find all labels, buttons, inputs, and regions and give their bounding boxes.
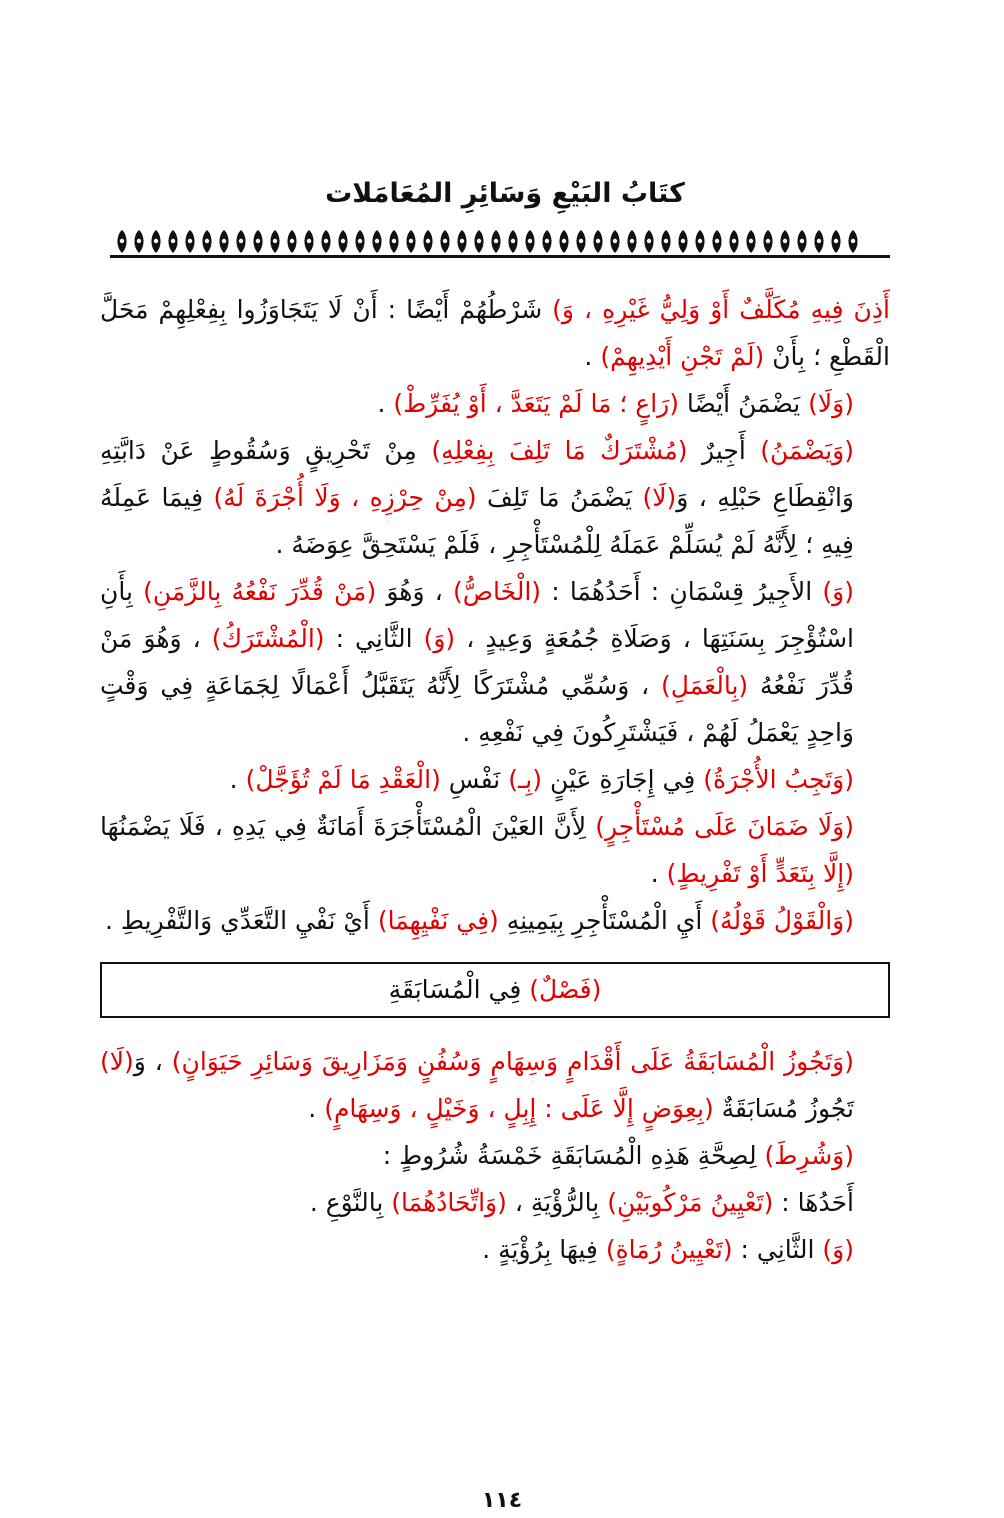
ornament-motif xyxy=(508,230,517,253)
commentary-text: الثَّانِي : xyxy=(732,1235,823,1264)
rubric-text: (تَعْيِينُ رُمَاةٍ) xyxy=(605,1235,733,1264)
rubric-text: (وَتَجِبُ الأُجْرَةُ) xyxy=(703,765,854,794)
commentary-text: ، وَهُوَ مَنْ قُدِّرَ نَفْعُهُ xyxy=(100,624,854,700)
commentary-text: شَرْطُهُمْ أَيْضًا : أَنْ لَا يَتَجَاوَزُوا بِفِعْلِهِمْ مَحَلَّ الْقَطْعِ ؛ بِأَنْ xyxy=(100,295,890,371)
ornament-motif xyxy=(372,230,381,253)
ornament-motif xyxy=(202,230,211,253)
ornament-motif xyxy=(287,230,296,253)
rubric-text: (إِلَّا بِتَعَدٍّ أَوْ تَفْرِيطٍ) xyxy=(666,859,854,888)
ornament-motif xyxy=(542,230,551,253)
commentary-text: . xyxy=(308,1094,325,1123)
ornament-motif xyxy=(321,230,330,253)
rubric-text: (بِـ) xyxy=(508,765,542,794)
ornament-motif xyxy=(831,230,840,253)
rubric-text: أَذِنَ فِيهِ مُكَلَّفٌ أَوْ وَلِيُّ غَيْرِهِ ، وَ) xyxy=(552,295,890,324)
ornament-motif xyxy=(440,230,449,253)
ornament-motif xyxy=(355,230,364,253)
ornament-motif xyxy=(525,230,534,253)
commentary-text: . xyxy=(650,859,667,888)
paragraph xyxy=(100,1132,890,1179)
commentary-text: لِصِحَّةِ هَذِهِ الْمُسَابَقَةِ خَمْسَةُ شُرُوطٍ : xyxy=(382,1141,765,1170)
ornament-motif xyxy=(491,230,500,253)
ornament-motif xyxy=(763,230,772,253)
running-head: كتَابُ البَيْعِ وَسَائِرِ المُعَامَلات xyxy=(325,178,685,209)
ornament-motif xyxy=(474,230,483,253)
commentary-text: الثَّانِي : xyxy=(324,624,424,653)
rubric-text: (مَنْ قُدِّرَ نَفْعُهُ بِالزَّمَنِ) xyxy=(143,577,377,606)
paragraphs-before-section xyxy=(100,286,890,944)
rubric-text: (رَاعٍ ؛ مَا لَمْ يَتَعَدَّ ، أَوْ يُفَرِّطْ) xyxy=(393,389,679,418)
commentary-text: . xyxy=(584,342,601,371)
rubric-text: (وَاتِّحَادُهُمَا) xyxy=(391,1188,507,1217)
commentary-text: أَيْ نَفْيِ التَّعَدِّي وَالتَّفْرِيطِ . xyxy=(105,906,378,935)
ornament-motif xyxy=(797,230,806,253)
rubric-text: (مُشْتَرَكٌ مَا تَلِفَ بِفِعْلِهِ) xyxy=(431,436,688,465)
ornament-motif xyxy=(780,230,789,253)
commentary-text: ، وَهُوَ xyxy=(376,577,453,606)
ornament-motif xyxy=(695,230,704,253)
paragraph xyxy=(100,568,890,756)
rubric-text: (وَالْقَوْلُ قَوْلُهُ) xyxy=(710,906,854,935)
ornament-motif xyxy=(576,230,585,253)
ornament-motif xyxy=(168,230,177,253)
ornamental-border-icon xyxy=(110,226,890,260)
ornament-motif xyxy=(814,230,823,253)
rubric-text: (وَ) xyxy=(822,1235,854,1264)
ornament-motif xyxy=(559,230,568,253)
ornament-motif xyxy=(712,230,721,253)
rubric-text: (وَتَجُوزُ الْمُسَابَقَةُ عَلَى أَقْدَامٍ وَسِهَامٍ وَسُفُنٍ وَمَزَارِيقَ وَسَائِرِ حَيَوَانٍ) xyxy=(171,1047,854,1076)
ornament-motif xyxy=(644,230,653,253)
commentary-text: أَيِ الْمُسْتَأْجِرِ بِيَمِينِهِ xyxy=(498,906,711,935)
commentary-text: بِالنَّوْعِ . xyxy=(309,1188,392,1217)
rubric-text: (وَشُرِطَ) xyxy=(764,1141,854,1170)
ornament-motif xyxy=(236,230,245,253)
ornament-motif xyxy=(423,230,432,253)
section-heading-text: فِي الْمُسَابَقَةِ xyxy=(388,975,530,1004)
ornament-motif xyxy=(661,230,670,253)
rubric-text: (وَ) xyxy=(423,624,456,653)
rubric-text: (وَلَا ضَمَانَ عَلَى مُسْتَأْجِرٍ) xyxy=(595,812,854,841)
ornament-motif xyxy=(729,230,738,253)
rubric-text: (تَعْيِينُ مَرْكُوبَيْنِ) xyxy=(607,1188,774,1217)
rubric-text: (الْخَاصُّ) xyxy=(452,577,542,606)
paragraph xyxy=(100,1179,890,1226)
page-number: ١١٤ xyxy=(481,1488,523,1513)
paragraph xyxy=(100,380,890,427)
paragraph xyxy=(100,756,890,803)
ornament-motif xyxy=(151,230,160,253)
rubric-text: (لَا) xyxy=(100,1047,134,1076)
commentary-text: الأَجِيرُ قِسْمَانِ : أَحَدُهُمَا : xyxy=(541,577,823,606)
ornament-motif xyxy=(219,230,228,253)
rubric-text: (الْعَقْدِ مَا لَمْ تُؤَجَّلْ) xyxy=(245,765,441,794)
commentary-text: يَضْمَنُ أَيْضًا xyxy=(678,389,809,418)
commentary-text: أَحَدُهَا : xyxy=(773,1188,854,1217)
ornament-motif xyxy=(848,230,857,253)
ornament-motif xyxy=(389,230,398,253)
commentary-text: مِنْ تَحْرِيقٍ وَسُقُوطٍ عَنْ دَابَّتِهِ وَانْقِطَاعِ حَبْلِهِ ، وَ xyxy=(100,436,854,512)
commentary-text: نَفْسِ xyxy=(440,765,509,794)
paragraphs-after-section xyxy=(100,1038,890,1273)
commentary-text: فِي إِجَارَةِ عَيْنٍ xyxy=(542,765,704,794)
commentary-text: فِيمَا عَمِلَهُ فِيهِ ؛ لِأَنَّهُ لَمْ يُسَلِّمْ عَمَلَهُ لِلْمُسْتَأْجِرِ ، فَلَمْ يَسْتَحِقَّ عِوَضَهُ . xyxy=(100,483,854,559)
ornament-motif xyxy=(117,230,126,253)
commentary-text: لِأَنَّ العَيْنَ الْمُسْتَأْجَرَةَ أَمَانَةٌ فِي يَدِهِ ، فَلَا يَضْمَنُهَا xyxy=(100,812,596,841)
commentary-text: . xyxy=(229,765,246,794)
ornament-motif xyxy=(457,230,466,253)
rubric-text: (لَا) xyxy=(642,483,677,512)
ornament-motif xyxy=(270,230,279,253)
ornament-motif xyxy=(134,230,143,253)
paragraph xyxy=(100,427,890,568)
rubric-text: (وَلَا) xyxy=(808,389,854,418)
paragraph xyxy=(100,1226,890,1273)
ornament-baseline xyxy=(110,255,890,258)
commentary-text: فِيهَا بِرُؤْيَةٍ . xyxy=(482,1235,606,1264)
section-heading-box xyxy=(100,962,890,1018)
commentary-text: . xyxy=(377,389,394,418)
ornament-motif xyxy=(253,230,262,253)
ornament-motif xyxy=(627,230,636,253)
commentary-text: تَجُوزُ مُسَابَقَةٌ xyxy=(713,1094,854,1123)
commentary-text: بِأَنِ اسْتُؤْجِرَ بِسَنَتِهَا ، وَصَلَاةِ جُمُعَةٍ وَعِيدٍ ، xyxy=(100,577,854,653)
commentary-text: بِالرُّؤْيَةِ ، xyxy=(506,1188,608,1217)
paragraph xyxy=(100,286,890,380)
rubric-text: (بِالْعَمَلِ) xyxy=(661,671,749,700)
ornament-motif xyxy=(610,230,619,253)
ornament-motif xyxy=(678,230,687,253)
ornament-motif xyxy=(746,230,755,253)
commentary-text: أَجِيرٌ xyxy=(687,436,761,465)
ornament-motif xyxy=(304,230,313,253)
ornament-motif xyxy=(406,230,415,253)
rubric-text: (مِنْ حِرْزِهِ ، وَلَا أُجْرَةَ لَهُ) xyxy=(213,483,477,512)
commentary-text: ، وَسُمِّي مُشْتَرَكًا لِأَنَّهُ يَتَقَبَّلُ أَعْمَالًا لِجَمَاعَةٍ فِي وَقْتٍ وَاحِدٍ يَعْمَلُ لَهُمْ ، فَيَشْتَرِكُونَ فِي نَفْعِهِ . xyxy=(100,671,854,747)
rubric-text: (لَمْ تَجْنِ أَيْدِيهِمْ) xyxy=(600,342,765,371)
commentary-text: يَضْمَنُ مَا تَلِفَ xyxy=(476,483,643,512)
paragraph xyxy=(100,1038,890,1132)
ornament-motif xyxy=(185,230,194,253)
paragraph xyxy=(100,897,890,944)
rubric-text: (فِي نَفْيِهِمَا) xyxy=(377,906,499,935)
rubric-text: (وَيَضْمَنُ) xyxy=(760,436,854,465)
rubric-text: (بِعِوَضٍ إِلَّا عَلَى : إِبِلٍ ، وَخَيْلٍ ، وَسِهَامٍ) xyxy=(324,1094,714,1123)
rubric-text: (الْمُشْتَرَكُ) xyxy=(211,624,325,653)
ornament-motif xyxy=(338,230,347,253)
section-heading-rubric: (فَصْلٌ) xyxy=(529,975,602,1004)
paragraph xyxy=(100,803,890,897)
ornament-motif xyxy=(593,230,602,253)
body-text xyxy=(100,286,890,1273)
commentary-text: ، وَ xyxy=(133,1047,172,1076)
rubric-text: (وَ) xyxy=(822,577,854,606)
